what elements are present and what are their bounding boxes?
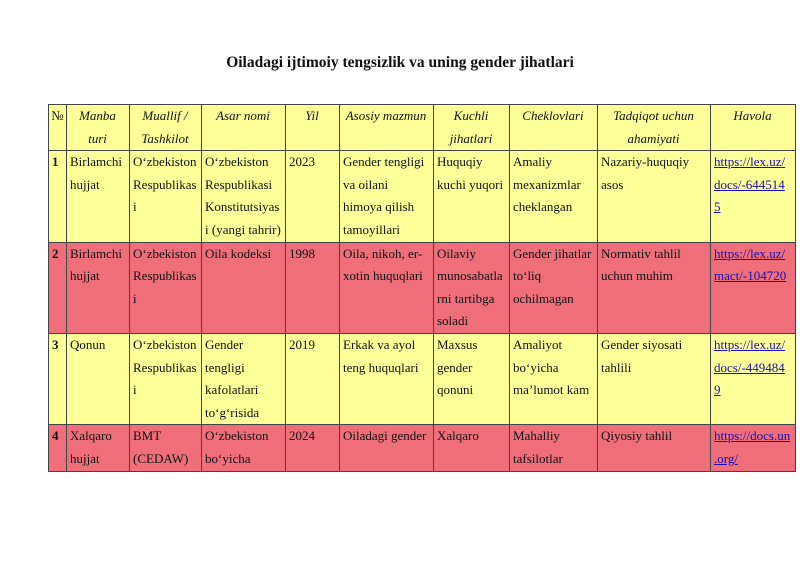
cell-strengths: Maxsus gender qonuni bbox=[434, 333, 510, 424]
source-link[interactable]: https://lex.uz/docs/-4494849 bbox=[714, 336, 786, 398]
cell-strengths: Xalqaro bbox=[434, 425, 510, 471]
table-row bbox=[49, 242, 796, 333]
row-number: 1 bbox=[49, 151, 67, 242]
cell-research-importance: Nazariy-huquqiy asos bbox=[598, 151, 711, 242]
header-year: Yil bbox=[286, 105, 340, 151]
header-number: № bbox=[49, 105, 67, 151]
cell-author: O‘zbekiston Respublikasi bbox=[130, 333, 202, 424]
cell-strengths: Oilaviy munosabatlarni tartibga soladi bbox=[434, 242, 510, 333]
cell-year: 2024 bbox=[286, 425, 340, 471]
cell-author: BMT (CEDAW) bbox=[130, 425, 202, 471]
cell-research-importance: Qiyosiy tahlil bbox=[598, 425, 711, 471]
cell-source-type: Birlamchi hujjat bbox=[67, 151, 130, 242]
cell-year: 2023 bbox=[286, 151, 340, 242]
cell-research-importance: Gender siyosati tahlili bbox=[598, 333, 711, 424]
cell-author: O‘zbekiston Respublikasi bbox=[130, 151, 202, 242]
cell-limitations: Gender jihatlar to‘liq ochilmagan bbox=[510, 242, 598, 333]
cell-limitations: Amaliyot bo‘yicha ma’lumot kam bbox=[510, 333, 598, 424]
header-limitations: Cheklovlari bbox=[510, 105, 598, 151]
document-title: Oiladagi ijtimoiy tengsizlik va uning gender jihatlari bbox=[226, 54, 574, 71]
source-link[interactable]: https://lex.uz/docs/-6445145 bbox=[714, 154, 786, 215]
table-row bbox=[49, 333, 796, 424]
cell-main-content: Oila, nikoh, er-xotin huquqlari bbox=[340, 242, 434, 333]
cell-work-title: Oila kodeksi bbox=[202, 242, 286, 333]
cell-limitations: Amaliy mexanizmlar cheklangan bbox=[510, 151, 598, 242]
cell-source-type: Qonun bbox=[67, 333, 130, 424]
table-row bbox=[49, 425, 796, 471]
cell-link bbox=[711, 242, 796, 333]
cell-main-content: Oiladagi gender bbox=[340, 425, 434, 471]
table-row bbox=[49, 151, 796, 242]
cell-research-importance: Normativ tahlil uchun muhim bbox=[598, 242, 711, 333]
cell-year: 2019 bbox=[286, 333, 340, 424]
cell-work-title: Gender tengligi kafolatlari to‘g‘risida bbox=[202, 333, 286, 424]
cell-link bbox=[711, 425, 796, 471]
cell-main-content: Erkak va ayol teng huquqlari bbox=[340, 333, 434, 424]
cell-author: O‘zbekiston Respublikasi bbox=[130, 242, 202, 333]
cell-work-title: O‘zbekiston bo‘yicha bbox=[202, 425, 286, 471]
cell-link bbox=[711, 333, 796, 424]
source-link[interactable]: https://lex.uz/mact/-104720 bbox=[714, 245, 787, 284]
cell-year: 1998 bbox=[286, 242, 340, 333]
cell-link bbox=[711, 151, 796, 242]
row-number: 3 bbox=[49, 333, 67, 424]
header-strengths: Kuchli jihatlari bbox=[434, 105, 510, 151]
sources-table bbox=[48, 104, 796, 472]
cell-limitations: Mahalliy tafsilotlar bbox=[510, 425, 598, 471]
source-link[interactable]: https://docs.un.org/ bbox=[714, 428, 791, 466]
header-work-title: Asar nomi bbox=[202, 105, 286, 151]
header-research-importance: Tadqiqot uchun ahamiyati bbox=[598, 105, 711, 151]
cell-main-content: Gender tengligi va oilani himoya qilish tamoyillari bbox=[340, 151, 434, 242]
header-main-content: Asosiy mazmun bbox=[340, 105, 434, 151]
table-header-row bbox=[49, 105, 796, 151]
cell-source-type: Xalqaro hujjat bbox=[67, 425, 130, 471]
cell-source-type: Birlamchi hujjat bbox=[67, 242, 130, 333]
row-number: 2 bbox=[49, 242, 67, 333]
header-link: Havola bbox=[711, 105, 796, 151]
cell-work-title: O‘zbekiston Respublikasi Konstitutsiyasi (yangi tahrir) bbox=[202, 151, 286, 242]
header-author: Muallif / Tashkilot bbox=[130, 105, 202, 151]
row-number: 4 bbox=[49, 425, 67, 471]
header-source-type: Manba turi bbox=[67, 105, 130, 151]
cell-strengths: Huquqiy kuchi yuqori bbox=[434, 151, 510, 242]
